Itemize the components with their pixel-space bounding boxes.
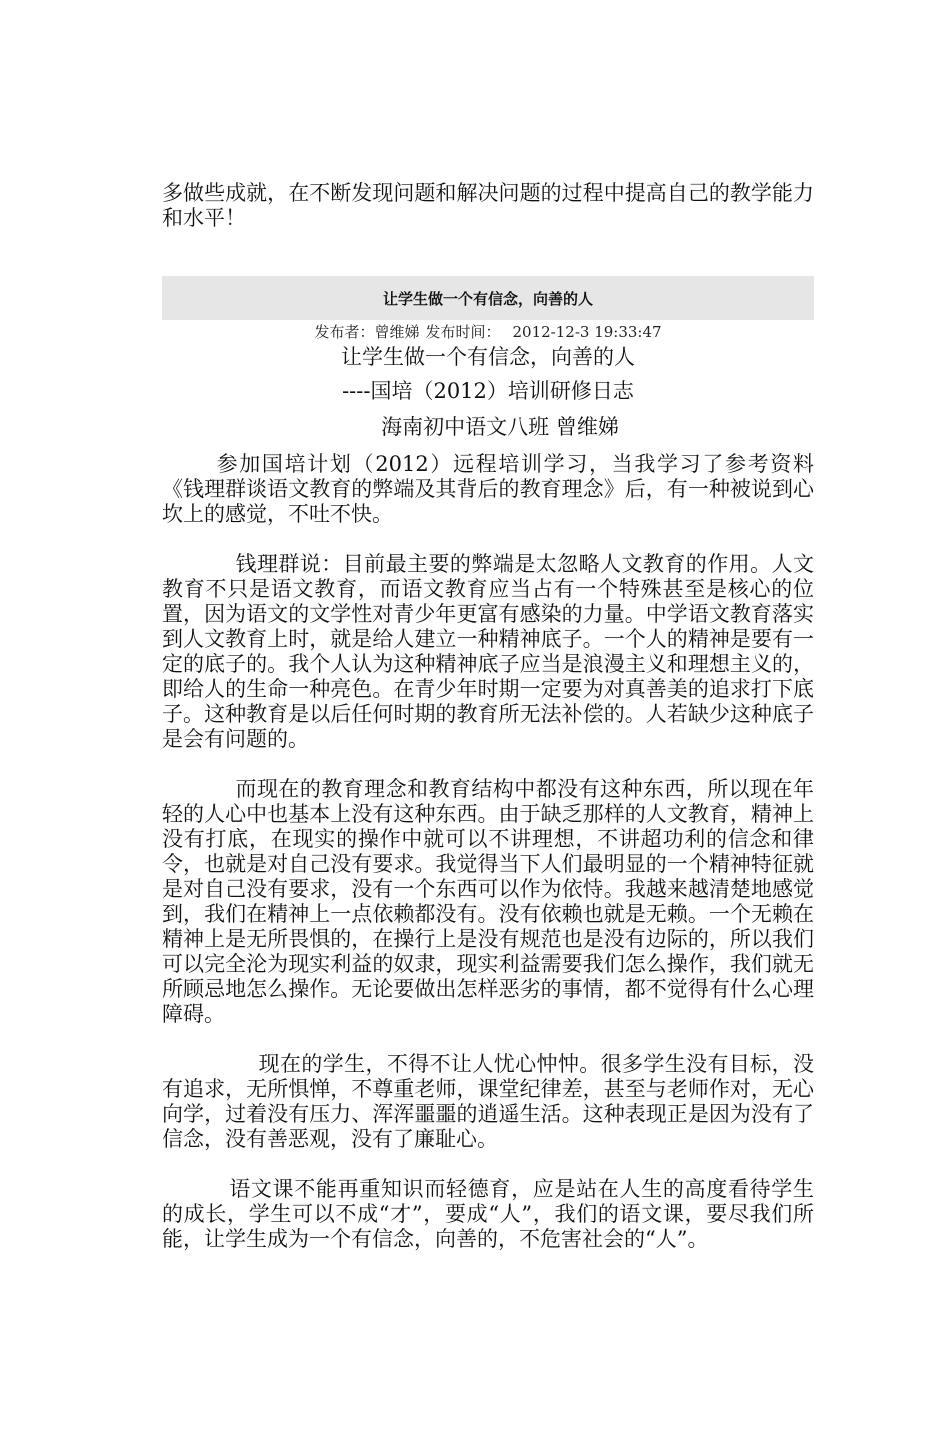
article-byline: 海南初中语文八班 曾维娣 [381,415,619,439]
post-header-bar [162,276,814,320]
author-label: 发布者： [314,323,375,341]
article-paragraph: 现在的学生，不得不让人忧心忡忡。很多学生没有目标，没有追求，无所惧惮，不尊重老师，课堂纪律差，甚至与老师作对，无心向学，过着没有压力、浑浑噩噩的逍遥生活。这种表现正是因为没有了信念，没有善恶观，没有了廉耻心。 [162,1052,814,1151]
article-body [162,452,814,1277]
article-paragraph: 而现在的教育理念和教育结构中都没有这种东西，所以现在年轻的人心中也基本上没有这种东西。由于缺乏那样的人文教育，精神上没有打底，在现实的操作中就可以不讲理想，不讲超功利的信念和律令，也就是对自己没有要求。我觉得当下人们最明显的一个精神特征就是对自己没有要求，没有一个东西可以作为依恃。我越来越清楚地感觉到，我们在精神上一点依赖都没有。没有依赖也就是无赖。一个无赖在精神上是无所畏惧的，在操行上是没有规范也是没有边际的，所以我们可以完全沦为现实利益的奴隶，现实利益需要我们怎么操作，我们就无所顾忌地怎么操作。无论要做出怎样恶劣的事情，都不觉得有什么心理障碍。 [162,777,814,1026]
article-subtitle: ----国培（2012）培训研修日志 [342,379,634,403]
time-label: 发布时间： [425,323,501,341]
intro-paragraph: 多做些成就，在不断发现问题和解决问题的过程中提高自己的教学能力和水平！ [162,181,814,230]
post-header-title: 让学生做一个有信念，向善的人 [382,289,593,308]
article-paragraph: 语文课不能再重知识而轻德育，应是站在人生的高度看待学生的成长，学生可以不成“才”，要成“人”，我们的语文课，要尽我们所能，让学生成为一个有信念，向善的，不危害社会的“人”。 [162,1177,814,1251]
article-paragraph: 参加国培计划（2012）远程培训学习，当我学习了参考资料《钱理群谈语文教育的弊端及其背后的教育理念》后，有一种被说到心坎上的感觉，不吐不快。 [162,452,814,526]
post-meta [162,322,814,342]
author-name: 曾维娣 [374,323,420,341]
article-title: 让学生做一个有信念，向善的人 [341,345,635,369]
post-time: 2012-12-3 19:33:47 [512,323,662,341]
article-paragraph: 钱理群说：目前最主要的弊端是太忽略人文教育的作用。人文教育不只是语文教育，而语文教育应当占有一个特殊甚至是核心的位置，因为语文的文学性对青少年更富有感染的力量。中学语文教育落实到人文教育上时，就是给人建立一种精神底子。一个人的精神是要有一定的底子的。我个人认为这种精神底子应当是浪漫主义和理想主义的，即给人的生命一种亮色。在青少年时期一定要为对真善美的追求打下底子。这种教育是以后任何时期的教育所无法补偿的。人若缺少这种底子是会有问题的。 [162,552,814,751]
